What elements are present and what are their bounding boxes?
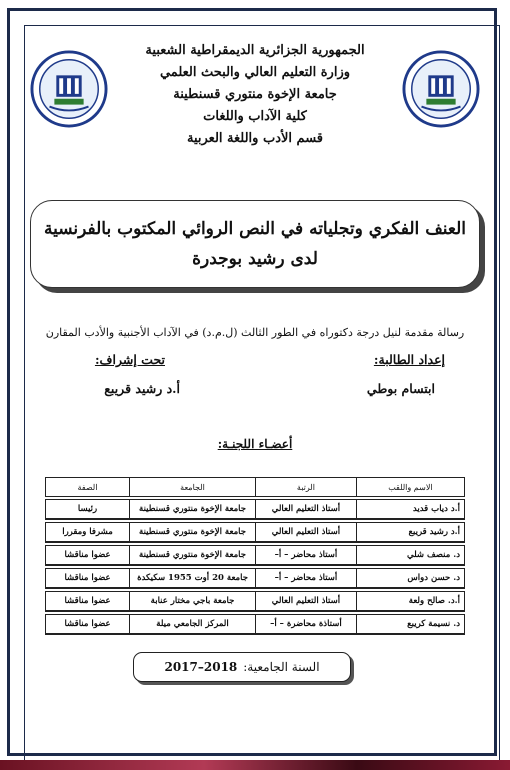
member-university: المركز الجامعي ميلة (129, 614, 255, 635)
member-name: د. نسيمة كريبع (356, 614, 465, 635)
table-header-row (45, 477, 465, 497)
prepared-by-label: إعداد الطالبة: (373, 352, 445, 367)
academic-year-label: السنة الجامعية: (243, 660, 320, 674)
member-rank: أستاذ التعليم العالي (255, 499, 356, 520)
member-name: د. منصف شلي (356, 545, 465, 566)
table-row (45, 614, 465, 635)
member-name: أ.د دياب قديد (356, 499, 465, 520)
col-university: الجامعة (129, 477, 255, 497)
member-role: رئيسا (45, 499, 129, 520)
col-rank: الرتبة (255, 477, 356, 497)
member-university: جامعة الإخوة منتوري قسنطينة (129, 545, 255, 566)
member-name: د. حسن دواس (356, 568, 465, 589)
col-role: الصفة (45, 477, 129, 497)
table-row (45, 591, 465, 612)
thesis-subtitle: رسالة مقدمة لنيل درجة دكتوراه في الطور الثالث (ل.م.د) في الآداب الأجنبية والأدب المقارن (45, 326, 465, 339)
member-rank: أستاذ التعليم العالي (255, 591, 356, 612)
member-rank: أستاذة محاضرة – أ– (255, 614, 356, 635)
col-name: الاسم واللقب (356, 477, 465, 497)
thesis-title-line2: لدى رشيد بوجدرة (192, 249, 318, 269)
ministry-name: وزارة التعليم العالي والبحث العلمي (159, 65, 351, 80)
member-role: عضوا مناقشا (45, 614, 129, 635)
member-name: أ.د رشيد قريبع (356, 522, 465, 543)
university-seal-icon (30, 50, 108, 128)
academic-year-box (133, 652, 351, 682)
university-seal-icon (402, 50, 480, 128)
member-role: عضوا مناقشا (45, 568, 129, 589)
academic-year-value: 2017–2018 (164, 660, 238, 674)
member-university: جامعة باجي مختار عنابة (129, 591, 255, 612)
table-row (45, 522, 465, 543)
member-university: جامعة 20 أوت 1955 سكيكدة (129, 568, 255, 589)
member-rank: أستاذ محاضر – أ– (255, 545, 356, 566)
member-name: أ.د. صالح ولعة (356, 591, 465, 612)
supervisor-name: أ.د رشيد قريبع (104, 381, 180, 396)
republic-name: الجمهورية الجزائرية الديمقراطية الشعبية (145, 43, 365, 58)
department-name: قسم الأدب واللغة العربية (186, 131, 324, 146)
member-role: مشرفا ومقررا (45, 522, 129, 543)
member-role: عضوا مناقشا (45, 591, 129, 612)
committee-label: أعضـاء اللجنـة: (217, 437, 293, 451)
bottom-decorative-bar (0, 760, 510, 770)
committee-table (45, 475, 465, 637)
supervisor-label: تحت إشراف: (94, 352, 165, 367)
member-university: جامعة الإخوة منتوري قسنطينة (129, 499, 255, 520)
member-university: جامعة الإخوة منتوري قسنطينة (129, 522, 255, 543)
university-name: جامعة الإخوة منتوري قسنطينة (173, 87, 337, 102)
table-row (45, 545, 465, 566)
faculty-name: كلية الآداب واللغات (203, 109, 307, 124)
table-row (45, 499, 465, 520)
thesis-title-line1: العنف الفكري وتجلياته في النص الروائي المكتوب بالفرنسية (43, 219, 467, 239)
member-rank: أستاذ محاضر – أ– (255, 568, 356, 589)
thesis-title-box (30, 200, 480, 288)
institution-header (110, 40, 400, 150)
student-name: ابتسام بوطي (366, 381, 435, 396)
table-row (45, 568, 465, 589)
member-role: عضوا مناقشا (45, 545, 129, 566)
member-rank: أستاذ التعليم العالي (255, 522, 356, 543)
